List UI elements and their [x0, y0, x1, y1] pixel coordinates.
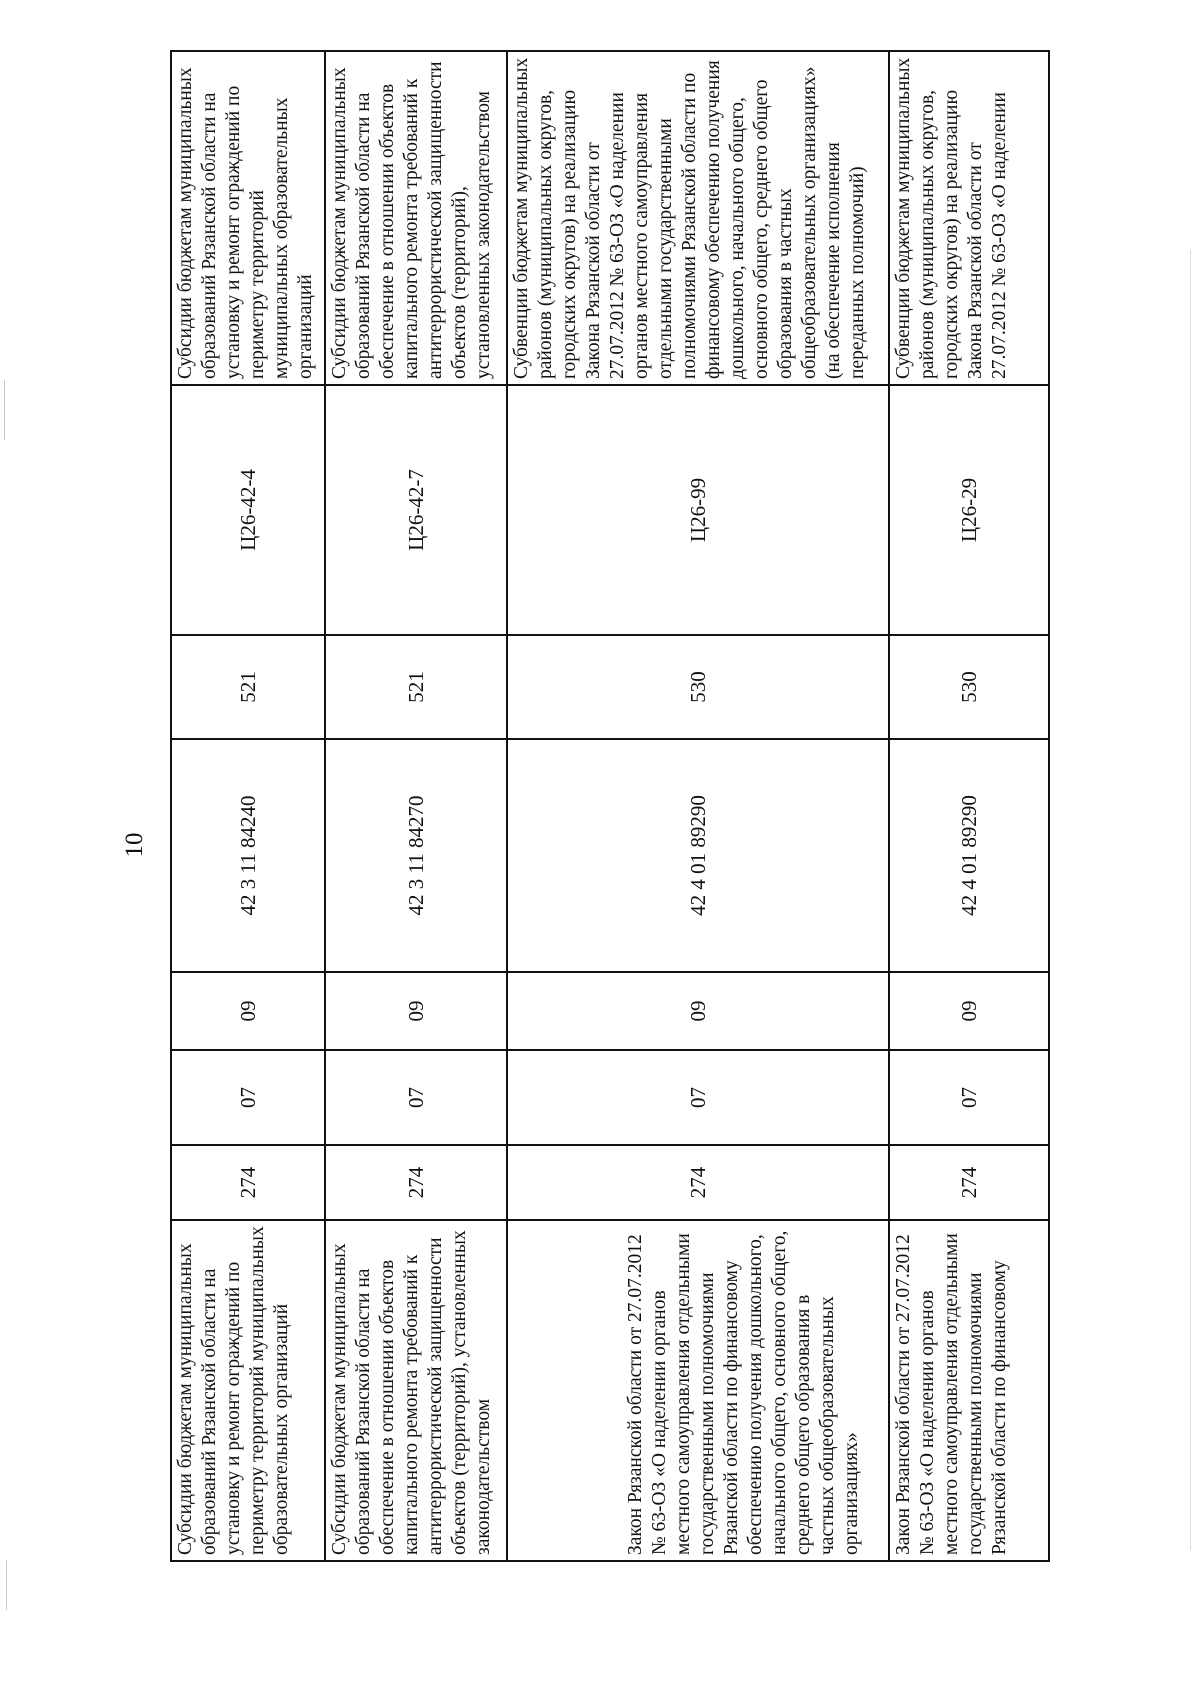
page-number: 10	[121, 832, 148, 858]
name-cell: Субвенции бюджетам муниципальных районов (муниципальных округов, городских округов) на реализацию Закона Рязанской области от 27.07.2012 № 63-ОЗ «О наделении органов местного самоуправления отдельными государственными полномочиями Рязанской области по финансовому обеспечению получения дошкольного, начального общего, основного общего, среднего общего образования в частных общеобразовательных организациях» (на обеспечение исполнения переданных полномочий)	[507, 51, 889, 385]
name-cell: Субсидии бюджетам муниципальных образований Рязанской области на обеспечение в отношении объектов капитального ремонта требований к антитеррористической защищенности объектов (территорий), установленных законодательством	[325, 51, 507, 385]
csr-cell: 42 3 11 84270	[325, 739, 507, 972]
gr-cell: 274	[171, 1145, 325, 1220]
table-row	[171, 51, 325, 1561]
pr-cell: 09	[171, 972, 325, 1050]
gr-cell: 274	[507, 1145, 889, 1220]
basis-cell: Субсидии бюджетам муниципальных образований Рязанской области на установку и ремонт ограждений по периметру территорий муниципальных образовательных организаций	[171, 1220, 325, 1561]
rz-cell: 07	[325, 1050, 507, 1145]
csr-cell: 42 4 01 89290	[507, 739, 889, 972]
table-row	[325, 51, 507, 1561]
scan-edge-left	[4, 380, 5, 440]
csr-cell: 42 4 01 89290	[889, 739, 1049, 972]
gr-cell: 274	[889, 1145, 1049, 1220]
table-row	[507, 51, 889, 1561]
vr-cell: 521	[171, 635, 325, 739]
code-cell: Ц26-42-7	[325, 385, 507, 635]
rz-cell: 07	[171, 1050, 325, 1145]
pr-cell: 09	[507, 972, 889, 1050]
code-cell: Ц26-42-4	[171, 385, 325, 635]
basis-cell: Закон Рязанской области от 27.07.2012 № 63-ОЗ «О наделении органов местного самоуправления отдельными государственными полномочиями Рязанской области по финансовому обеспечению получения дошкольного, начального общего, основного общего, среднего общего образования в частных общеобразовательных организациях»	[507, 1220, 889, 1561]
csr-cell: 42 3 11 84240	[171, 739, 325, 972]
vr-cell: 530	[507, 635, 889, 739]
gr-cell: 274	[325, 1145, 507, 1220]
code-cell: Ц26-99	[507, 385, 889, 635]
vr-cell: 521	[325, 635, 507, 739]
pr-cell: 09	[889, 972, 1049, 1050]
basis-cell: Субсидии бюджетам муниципальных образований Рязанской области на обеспечение в отношении объектов капитального ремонта требований к антитеррористической защищенности объектов (территорий), установленных законодательством	[325, 1220, 507, 1561]
name-cell: Субсидии бюджетам муниципальных образований Рязанской области на установку и ремонт ограждений по периметру территорий муниципальных образовательных организаций	[171, 51, 325, 385]
scan-edge-left-lower	[6, 1560, 7, 1610]
pr-cell: 09	[325, 972, 507, 1050]
table-row	[889, 51, 1049, 1561]
rz-cell: 07	[889, 1050, 1049, 1145]
vr-cell: 530	[889, 635, 1049, 739]
budget-table-container	[170, 52, 1200, 1562]
code-cell: Ц26-29	[889, 385, 1049, 635]
name-cell: Субвенции бюджетам муниципальных районов (муниципальных округов, городских округов) на реализацию Закона Рязанской области от 27.07.2012 № 63-ОЗ «О наделении	[889, 51, 1049, 385]
budget-table	[170, 50, 1050, 1562]
basis-cell: Закон Рязанской области от 27.07.2012 № 63-ОЗ «О наделении органов местного самоуправления отдельными государственными полномочиями Рязанской области по финансовому	[889, 1220, 1049, 1561]
rz-cell: 07	[507, 1050, 889, 1145]
